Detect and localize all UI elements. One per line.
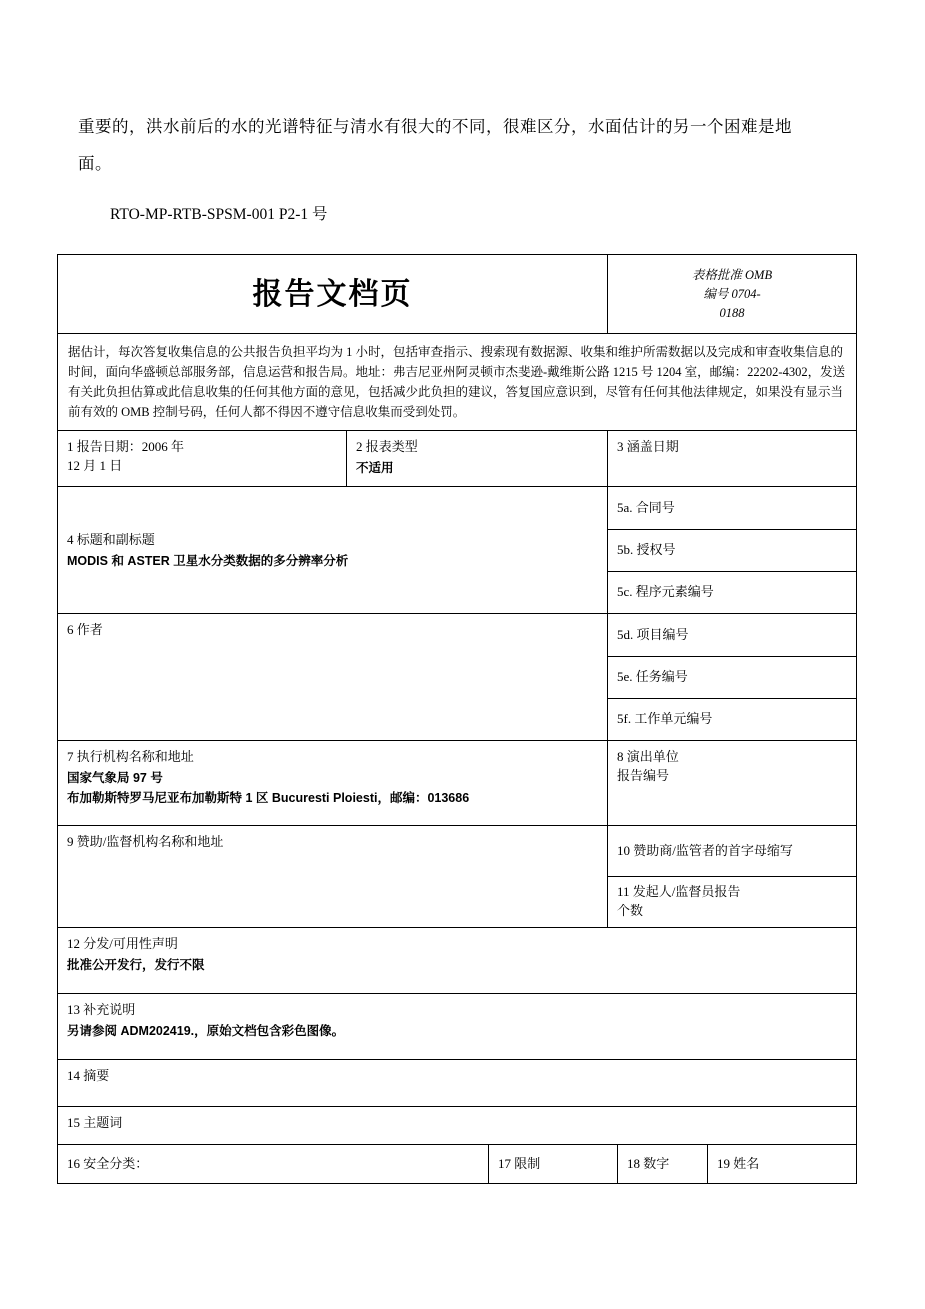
- field-5a-contract: 5a. 合同号: [617, 499, 675, 515]
- field-5f-work-unit: 5f. 工作单元编号: [608, 698, 856, 740]
- field-1-report-date: [58, 431, 346, 486]
- field-2-value: 不适用: [356, 461, 394, 476]
- field-5d-project: 5d. 项目编号: [617, 626, 689, 642]
- row-fields-1-2-3: [58, 430, 856, 486]
- field-5b-grant: 5b. 授权号: [608, 529, 856, 571]
- field-15-subject-terms: 15 主题词: [67, 1115, 123, 1131]
- field-4-label: 4 标题和副标题: [67, 531, 155, 547]
- form-header-row: [58, 255, 856, 333]
- field-2-report-type: [346, 431, 607, 486]
- fields-10-11-stack: [607, 826, 856, 927]
- field-8-label: 8 演出单位: [617, 749, 679, 765]
- field-17-limitation: 17 限制: [488, 1145, 617, 1183]
- field-7-value-line1: 国家气象局 97 号: [67, 771, 163, 786]
- field-19-name: 19 姓名: [707, 1145, 856, 1183]
- field-13-value: 另请参阅 ADM202419.，原始文档包含彩色图像。: [67, 1024, 345, 1039]
- field-8-label-line2: 报告编号: [617, 768, 670, 784]
- field-3-dates-covered: 3 涵盖日期: [607, 431, 856, 486]
- omb-line-1: 表格批准 OMB: [691, 268, 773, 283]
- form-title-text: 报告文档页: [252, 277, 413, 311]
- burden-statement-row: [58, 333, 856, 430]
- field-13-label: 13 补充说明: [67, 1002, 136, 1018]
- row-fields-6-5def: [58, 613, 856, 740]
- field-4-value: MODIS 和 ASTER 卫星水分类数据的多分辨率分析: [67, 553, 349, 568]
- intro-paragraph: 重要的，洪水前后的水的光谱特征与清水有很大的不同，很难区分，水面估计的另一个困难是地面。: [78, 117, 792, 174]
- row-fields-16-19: [58, 1144, 856, 1183]
- row-field-14: [58, 1059, 856, 1106]
- field-2-label: 2 报表类型: [356, 439, 418, 455]
- row-field-12: [58, 927, 856, 993]
- field-7-label: 7 执行机构名称和地址: [67, 749, 194, 765]
- field-12-value: 批准公开发行，发行不限: [67, 958, 205, 973]
- row-fields-4-5abc: [58, 486, 856, 613]
- field-13-supplementary-notes: [58, 994, 856, 1059]
- burden-statement: 据估计，每次答复收集信息的公共报告负担平均为 1 小时，包括审查指示、搜索现有数据源、收集和维护所需数据以及完成和审查收集信息的时间，面向华盛顿总部服务部，信息运营和报告局。地址：弗吉尼亚州阿灵顿市杰斐逊-戴维斯公路 1215 号 1204 室，邮编：22202-4302，发送有关此负担估算或此信息收集的任何其他方面的意见，包括减少此负担的建议，答复国应意识到，尽管有任何其他法律规定，如果没有显示当前有效的 OMB 控制号码，任何人都不得因不遵守信息收集而受到处罚。: [68, 345, 846, 420]
- field-5e-task: 5e. 任务编号: [608, 656, 856, 698]
- field-9-sponsoring-org: 9 赞助/监督机构名称和地址: [67, 834, 224, 850]
- field-10-sponsor-acronym: 10 赞助商/监管者的首字母缩写: [617, 842, 793, 858]
- reference-number: RTO-MP-RTB-SPSM-001 P2-1 号: [110, 206, 328, 224]
- field-14-abstract: 14 摘要: [67, 1068, 110, 1084]
- row-fields-9-10-11: [58, 825, 856, 927]
- field-12-label: 12 分发/可用性声明: [67, 936, 178, 952]
- field-18-number: 18 数字: [617, 1145, 707, 1183]
- field-4-title-subtitle: [58, 487, 607, 613]
- field-16-security-classification: 16 安全分类：: [67, 1155, 149, 1171]
- row-field-15: [58, 1106, 856, 1144]
- field-1-label-line2: 12 月 1 日: [67, 458, 123, 474]
- form-title: [58, 255, 607, 333]
- field-5c-program-element: 5c. 程序元素编号: [608, 571, 856, 613]
- field-12-distribution: [58, 928, 856, 993]
- fields-5def-stack: [607, 614, 856, 740]
- field-11-label-line2: 个数: [617, 903, 644, 919]
- omb-line-3: 0188: [719, 305, 745, 320]
- omb-approval-box: [607, 255, 856, 333]
- row-fields-7-8: [58, 740, 856, 825]
- report-documentation-form: [57, 254, 857, 1184]
- field-1-label: 1 报告日期：2006 年: [67, 439, 185, 455]
- field-7-value-line2: 布加勒斯特罗马尼亚布加勒斯特 1 区 Bucuresti Ploiesti，邮编：013686: [67, 791, 470, 806]
- field-8-performing-report-number: [607, 741, 856, 825]
- field-11-sponsor-report-number: [608, 876, 856, 927]
- fields-5abc-stack: [607, 487, 856, 613]
- field-7-performing-org: [58, 741, 607, 825]
- row-field-13: [58, 993, 856, 1059]
- field-11-label: 11 发起人/监督员报告: [617, 884, 741, 900]
- field-6-authors: 6 作者: [67, 622, 103, 638]
- omb-line-2: 编号 0704-: [703, 286, 761, 301]
